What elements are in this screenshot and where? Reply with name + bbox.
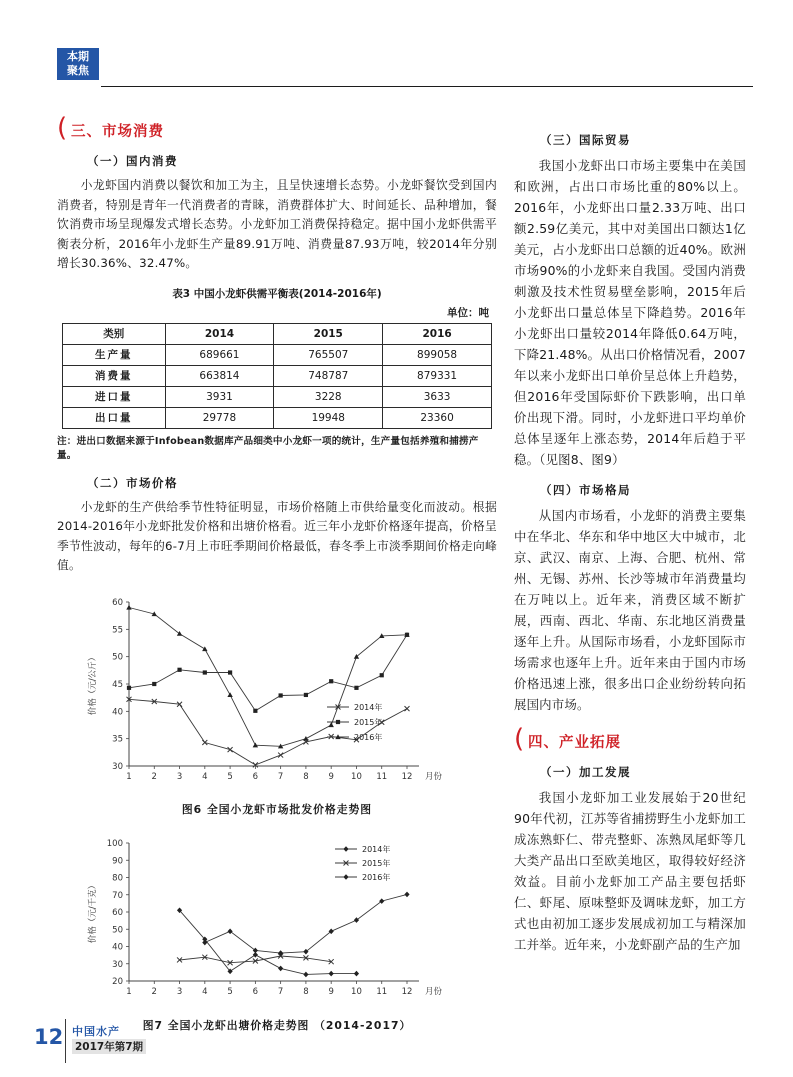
table-cell: 663814	[165, 365, 274, 386]
svg-text:9: 9	[328, 986, 334, 997]
svg-text:50: 50	[112, 652, 123, 663]
svg-text:2: 2	[151, 986, 157, 997]
svg-text:12: 12	[401, 771, 413, 782]
svg-text:35: 35	[112, 734, 123, 745]
page-title	[57, 113, 497, 143]
svg-text:90: 90	[112, 855, 123, 866]
table-cell: 19948	[274, 407, 383, 428]
svg-text:2015年: 2015年	[354, 717, 383, 727]
svg-text:8: 8	[303, 986, 309, 997]
table-unit-label: 单位：吨	[447, 306, 489, 319]
subsection-processing-body: 我国小龙虾加工业发展始于20世纪90年代初，江苏等省捕捞野生小龙虾加工成冻熟虾仁、带壳整虾、冻熟凤尾虾等几大类产品出口至欧美地区，取得较好经济效益。目前小龙虾加工产品主要包括虾仁、虾尾、原味整虾及调味龙虾，加工方式也由初加工逐步发展成初加工与精深加工并举。近年来，小龙虾副产品的生产加	[514, 790, 746, 952]
table-row	[63, 386, 492, 407]
svg-text:5: 5	[227, 771, 233, 782]
table-header-cell: 2014	[165, 323, 274, 344]
table-cell: 689661	[165, 344, 274, 365]
left-column	[57, 113, 497, 1037]
svg-text:价格（元/千克）: 价格（元/千克）	[88, 880, 98, 943]
badge-line-1: 本期	[67, 50, 89, 63]
figure-6	[57, 590, 497, 817]
table-cell: 消费量	[63, 365, 166, 386]
table-cell: 879331	[383, 365, 492, 386]
svg-text:4: 4	[202, 986, 208, 997]
issue-focus-badge	[57, 48, 99, 80]
svg-text:40: 40	[112, 706, 123, 717]
subsection-market-price-body: 小龙虾的生产供给季节性特征明显，市场价格随上市供给量变化而波动。根据2014-2016年小龙虾批发价格和出塘价格看。近三年小龙虾价格逐年提高，价格呈季节性波动，每年的6-7月上市旺季期间价格最低，春冬季上市淡季期间价格走向峰值。	[57, 499, 497, 572]
svg-text:3: 3	[176, 771, 183, 782]
table-cell: 3931	[165, 386, 274, 407]
table-cell: 3633	[383, 386, 492, 407]
svg-text:2016年: 2016年	[354, 732, 383, 742]
svg-text:月份: 月份	[425, 986, 443, 997]
svg-text:50: 50	[112, 924, 123, 935]
table-cell: 3228	[274, 386, 383, 407]
svg-text:60: 60	[112, 907, 123, 918]
subsection-domestic-consumption-title: （一）国内消费	[87, 154, 178, 168]
table-header-row	[63, 323, 492, 344]
subsection-processing-title: （一）加工发展	[540, 765, 631, 779]
figure-7-chart	[77, 831, 477, 1016]
right-column	[514, 120, 746, 959]
svg-text:20: 20	[112, 976, 123, 987]
table-cell: 生产量	[63, 344, 166, 365]
subsection-market-price-title: （二）市场价格	[87, 475, 178, 490]
svg-text:2014年: 2014年	[362, 844, 391, 854]
svg-text:3: 3	[176, 986, 183, 997]
subsection-international-trade-body: 我国小龙虾出口市场主要集中在美国和欧洲，占出口市场比重的80%以上。2016年，小龙虾出口量2.33万吨、出口额2.59亿美元，其中对美国出口额达1亿美元，占小龙虾出口总额的近40%。欧洲市场90%的小龙虾来自我国。受国内消费刺激及技术性贸易壁垒影响，2015年后小龙虾出口量总体呈下降趋势。2016年小龙虾出口量较2014年降低0.64万吨，下降21.48%。从出口价格情况看，2007年以来小龙虾出口单价呈总体上升趋势，但2016年受国际虾价下跌影响，出口单价出现下滑。同时，小龙虾进口平均单价总体呈逐年上涨态势，2014年后趋于平稳。（见图8、图9）	[514, 158, 746, 467]
svg-text:11: 11	[376, 771, 388, 782]
table-caption: 表3 中国小龙虾供需平衡表(2014-2016年)	[172, 287, 382, 300]
svg-text:6: 6	[252, 771, 259, 782]
table-cell: 23360	[383, 407, 492, 428]
figure-6-chart	[77, 590, 477, 800]
svg-text:7: 7	[277, 986, 284, 997]
figure-7-caption: 图7 全国小龙虾出塘价格走势图 （2014-2017）	[142, 1018, 412, 1032]
svg-text:10: 10	[351, 771, 362, 782]
table-row	[63, 407, 492, 428]
svg-text:55: 55	[112, 624, 123, 635]
svg-text:70: 70	[112, 890, 123, 901]
table-row	[63, 365, 492, 386]
svg-text:2016年: 2016年	[362, 872, 391, 882]
svg-text:1: 1	[126, 771, 132, 782]
table-row	[63, 344, 492, 365]
subsection-international-trade-title: （三）国际贸易	[540, 133, 631, 147]
svg-text:100: 100	[106, 838, 123, 849]
svg-text:6: 6	[252, 986, 259, 997]
figure-6-caption: 图6 全国小龙虾市场批发价格走势图	[181, 802, 373, 816]
table-footnote: 注：进出口数据来源于Infobean数据库产品细类中小龙虾一项的统计，生产量包括养殖和捕捞产量。	[57, 435, 479, 461]
badge-line-2: 聚焦	[67, 64, 89, 77]
table-cell: 出口量	[63, 407, 166, 428]
page-title-2	[514, 724, 746, 754]
svg-text:40: 40	[112, 942, 123, 952]
decorative-bracket-2: (	[514, 724, 526, 754]
subsection-market-structure-title: （四）市场格局	[540, 483, 631, 497]
svg-text:60: 60	[112, 597, 123, 608]
svg-text:1: 1	[126, 986, 132, 997]
table-cell: 899058	[383, 344, 492, 365]
svg-text:2015年: 2015年	[362, 858, 391, 868]
svg-text:9: 9	[328, 771, 334, 782]
svg-text:7: 7	[277, 771, 284, 782]
svg-text:价格（元/公斤）: 价格（元/公斤）	[88, 652, 98, 715]
svg-text:2: 2	[151, 771, 157, 782]
svg-text:80: 80	[112, 873, 123, 883]
supply-demand-table	[62, 323, 492, 429]
svg-text:月份: 月份	[425, 771, 443, 782]
table-header-cell: 类别	[63, 323, 166, 344]
svg-text:11: 11	[376, 986, 388, 997]
svg-text:4: 4	[202, 771, 208, 782]
table-cell: 748787	[274, 365, 383, 386]
decorative-bracket: (	[57, 113, 69, 143]
svg-text:30: 30	[112, 761, 123, 772]
svg-text:2014年: 2014年	[354, 702, 383, 712]
table-cell: 765507	[274, 344, 383, 365]
subsection-market-structure-body: 从国内市场看，小龙虾的消费主要集中在华北、华东和华中地区大中城市，北京、武汉、南京、上海、合肥、杭州、常州、无锡、苏州、长沙等城市年消费量均在万吨以上。近年来，消费区域不断扩展，西南、西北、华南、东北地区消费量逐年上升。从国际市场看，小龙虾国际市场需求也逐年上升。近年来由于国内市场价格迅速上涨，很多出口企业纷纷转向拓展国内市场。	[514, 508, 746, 712]
svg-text:30: 30	[112, 959, 123, 970]
page-number: 12	[34, 1025, 64, 1049]
table-cell: 进口量	[63, 386, 166, 407]
svg-text:12: 12	[401, 986, 413, 997]
svg-text:5: 5	[227, 986, 233, 997]
page-footer	[34, 1019, 284, 1065]
table-header-cell: 2016	[383, 323, 492, 344]
magazine-issue: 2017年第7期	[72, 1039, 146, 1054]
figure-7	[57, 831, 497, 1033]
table-cell: 29778	[165, 407, 274, 428]
svg-text:45: 45	[112, 679, 123, 690]
magazine-brand: 中国水产	[72, 1025, 120, 1038]
header-divider	[101, 86, 753, 87]
footer-divider	[65, 1019, 66, 1063]
section2-title-text: 四、产业拓展	[528, 735, 621, 751]
subsection-domestic-consumption-body: 小龙虾国内消费以餐饮和加工为主，且呈快速增长态势。小龙虾餐饮受到国内消费者，特别是青年一代消费者的青睐，消费群体扩大、时间延长、品种增加，餐饮消费市场呈现爆发式增长态势。小龙虾加工消费保持稳定。据中国小龙虾供需平衡表分析，2016年小龙虾生产量89.91万吨、消费量87.93万吨，较2014年分别增长30.36%、32.47%。	[57, 178, 497, 270]
svg-text:10: 10	[351, 986, 362, 997]
section-title-text: 三、市场消费	[71, 124, 164, 140]
table-header-cell: 2015	[274, 323, 383, 344]
page-header	[57, 48, 753, 92]
svg-text:8: 8	[303, 771, 309, 782]
